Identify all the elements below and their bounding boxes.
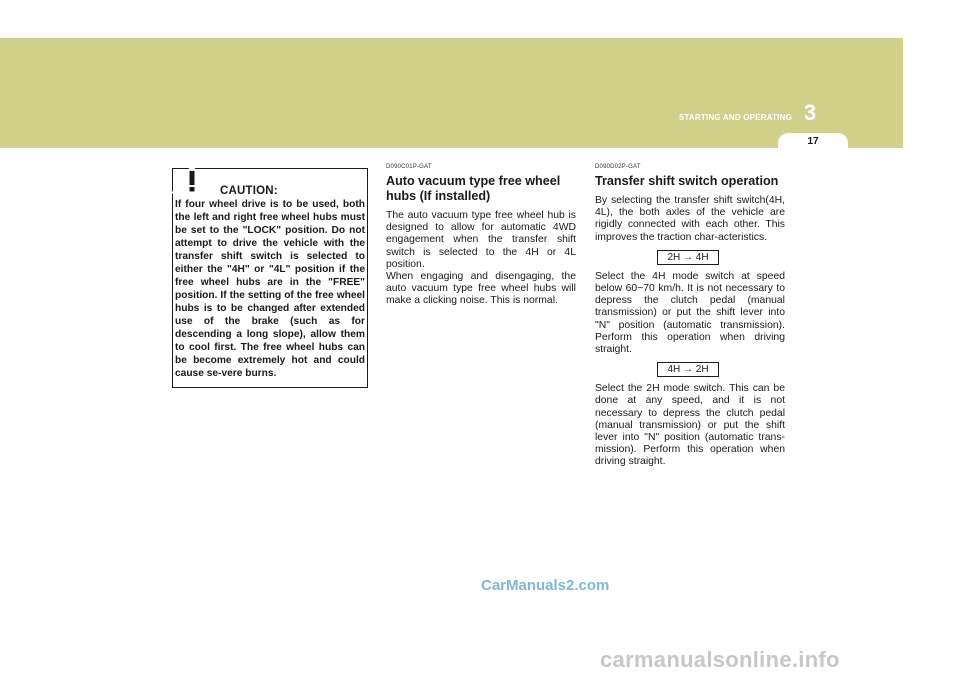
paragraph: Select the 2H mode switch. This can be done at any speed, and it is not necessary to depress the clutch pedal (manual transmission) or put the shift lever into "N" position (automatic trans-mission). Perform this operation when driving straight.: [595, 383, 785, 468]
watermark-footer: carmanualsonline.info: [600, 647, 840, 672]
mode-label-2h-to-4h: 2H → 4H: [657, 250, 719, 265]
section-code: D090D02P-GAT: [595, 164, 641, 170]
warning-triangle-icon: [170, 164, 214, 194]
chapter-title: STARTING AND OPERATING: [678, 113, 792, 122]
caution-text: If four wheel drive is to be used, both the left and right free wheel hubs must be set to the "LOCK" position. Do not attempt to drive the vehicle with the transfer shift switch is selected to either the "4H" or "4L" position if the free wheel hubs are in the "FREE" position. If the setting of the free wheel hubs is to be changed after extended use of the brake (such as for descending a long slope), allow them to cool first. The free wheel hubs can be become extremely hot and could cause se-vere burns.: [175, 199, 365, 379]
transfer-shift-section: [595, 164, 785, 469]
paragraph: The auto vacuum type free wheel hub is designed to allow for automatic 4WD engagement when the transfer shift switch is selected to the 4H or 4L position.: [386, 210, 576, 270]
section-code: D090C01P-GAT: [386, 164, 432, 170]
page-number: 17: [807, 136, 819, 147]
section-heading: Transfer shift switch operation: [595, 174, 779, 188]
mode-label-4h-to-2h: 4H → 2H: [657, 362, 719, 377]
chapter-number: 3: [803, 100, 817, 125]
caution-title: CAUTION:: [220, 185, 278, 197]
paragraph: When engaging and disengaging, the auto vacuum type free wheel hubs will make a clicking noise. This is normal.: [386, 271, 576, 307]
auto-vacuum-section: [386, 164, 576, 308]
section-heading: Auto vacuum type free wheel hubs (If installed): [386, 174, 561, 203]
paragraph: By selecting the transfer shift switch(4H, 4L), the both axles of the vehicle are rigidly connected with each other. This improves the traction char-acteristics.: [595, 195, 785, 243]
watermark-link[interactable]: CarManuals2.com: [481, 577, 610, 594]
header-band: [0, 38, 903, 148]
paragraph: Select the 4H mode switch at speed below 60~70 km/h. It is not necessary to depress the clutch pedal (manual transmission) or put the shift lever into "N" position (automatic transmission). Perform this operation when driving straight.: [595, 270, 785, 356]
